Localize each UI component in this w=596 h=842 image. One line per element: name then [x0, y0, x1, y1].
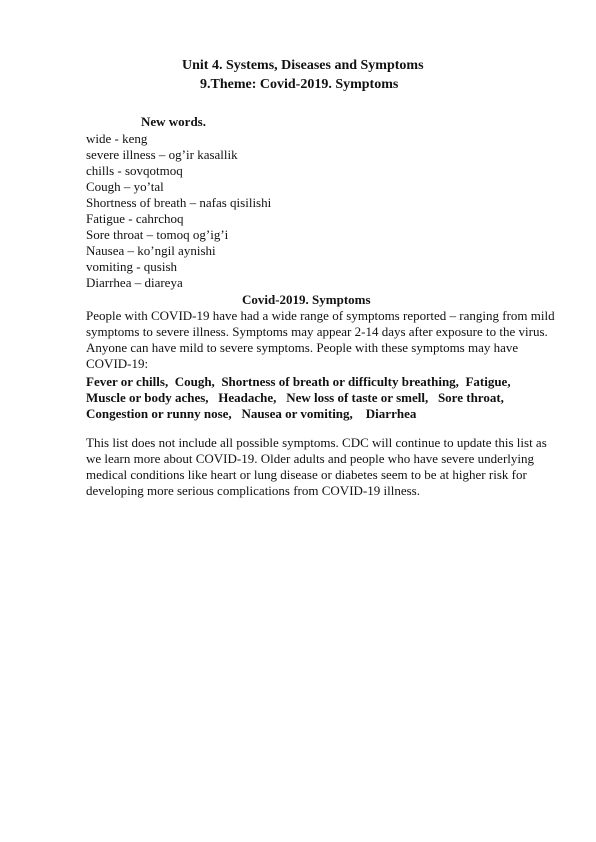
- vocab-item: wide - keng: [86, 131, 148, 146]
- symptom-item: Nausea or vomiting,: [241, 406, 353, 421]
- symptom-item: Cough,: [174, 374, 215, 389]
- vocab-item: Nausea – ko’ngil aynishi: [86, 243, 216, 258]
- theme-title: 9.Theme: Covid-2019. Symptoms: [200, 77, 399, 92]
- symptoms-heading: Covid-2019. Symptoms: [242, 292, 371, 307]
- closing-paragraph: This list does not include all possible symptoms. CDC will continue to update this list as we learn more about COVID-19. Older adults and people who have severe underlying medical conditions like heart or lung disease or diabetes seem to be at higher risk for developing more serious complications from COVID-19 illness.: [86, 435, 547, 498]
- unit-title: Unit 4. Systems, Diseases and Symptoms: [182, 58, 424, 73]
- symptoms-list: [86, 374, 556, 422]
- vocab-item: vomiting - qusish: [86, 259, 178, 274]
- intro-paragraph: People with COVID-19 have had a wide range of symptoms reported – ranging from mild symptoms to severe illness. Symptoms may appear 2-14 days after exposure to the virus. Anyone can have mild to severe symptoms. People with these symptoms may have COVID-19:: [86, 308, 555, 371]
- vocab-item: Diarrhea – diareya: [86, 275, 183, 290]
- vocab-item: Cough – yo’tal: [86, 179, 164, 194]
- symptom-item: Sore throat,: [437, 390, 504, 405]
- symptom-item: Congestion or runny nose,: [86, 406, 232, 421]
- vocab-item: chills - sovqotmoq: [86, 163, 183, 178]
- vocab-item: severe illness – og’ir kasallik: [86, 147, 238, 162]
- symptom-item: Fever or chills,: [86, 374, 169, 389]
- symptom-item: Diarrhea: [365, 406, 417, 421]
- symptom-item: Headache,: [218, 390, 277, 405]
- symptom-item: Fatigue,: [465, 374, 511, 389]
- symptom-item: New loss of taste or smell,: [286, 390, 429, 405]
- symptom-item: Shortness of breath or difficulty breathing,: [221, 374, 459, 389]
- new-words-heading: New words.: [141, 114, 206, 129]
- symptom-item: Muscle or body aches,: [86, 390, 209, 405]
- vocab-item: Fatigue - cahrchoq: [86, 211, 184, 226]
- vocab-item: Shortness of breath – nafas qisilishi: [86, 195, 272, 210]
- vocabulary-list: [86, 131, 271, 291]
- vocab-item: Sore throat – tomoq og’ig’i: [86, 227, 229, 242]
